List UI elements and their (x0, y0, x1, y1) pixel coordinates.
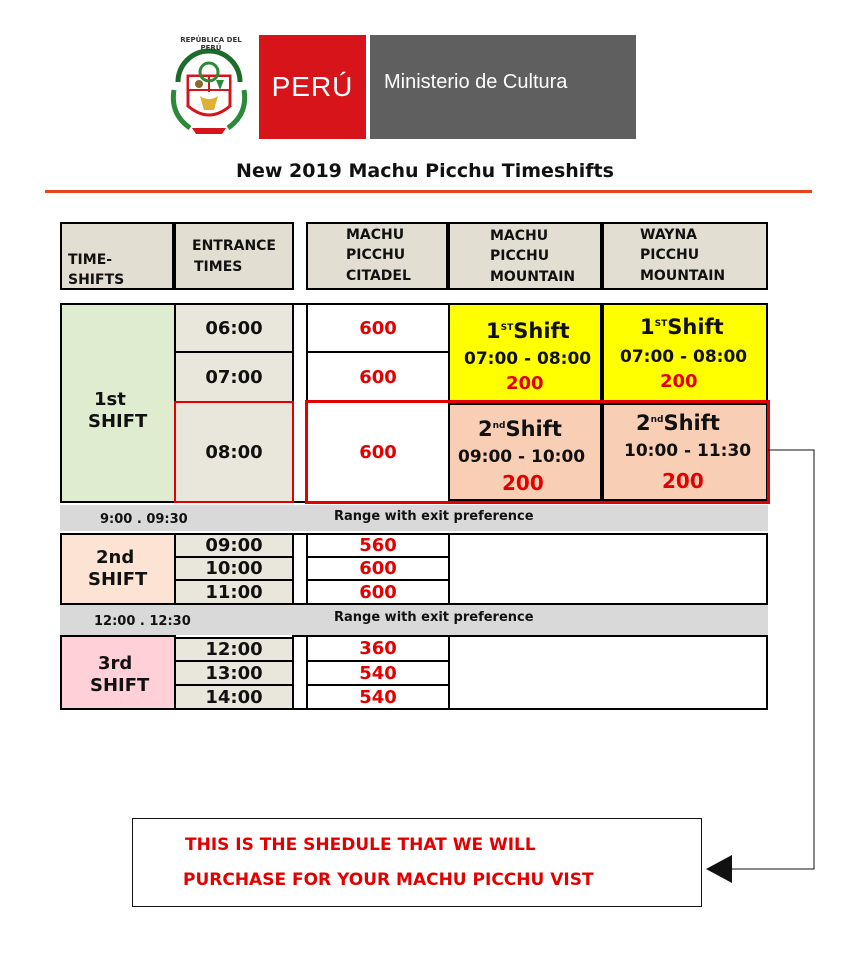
shift3-time-row: 14:00 (174, 684, 294, 710)
citadel-capacity: 600 (306, 401, 450, 503)
mp-mountain-second-shift: 2ndShift 09:00 - 10:00 200 (448, 403, 602, 501)
ministry-text: Ministerio de Cultura (384, 71, 568, 93)
note-line-2: PURCHASE FOR YOUR MACHU PICCHU VIST (183, 870, 594, 890)
col-header-wayna-picchu-mountain: WAYNA PICCHU MOUNTAIN (602, 222, 768, 290)
citadel-capacity: 600 (306, 556, 450, 581)
page-title: New 2019 Machu Picchu Timeshifts (236, 160, 614, 182)
shift2-label-cell: 2nd SHIFT (60, 533, 176, 605)
col-header-citadel: MACHU PICCHU CITADEL (306, 222, 448, 290)
wp-mountain-first-shift: 1STShift 07:00 - 08:00 200 (602, 303, 768, 403)
title-rule (45, 190, 812, 193)
note-line-1: THIS IS THE SHEDULE THAT WE WILL (185, 835, 536, 855)
ministry-banner (370, 35, 636, 139)
citadel-capacity: 600 (306, 351, 450, 403)
peru-brand-logo (259, 35, 366, 139)
citadel-capacity: 560 (306, 533, 450, 558)
brand-text: PERÚ (271, 71, 354, 102)
citadel-capacity: 540 (306, 660, 450, 686)
shift3-time-row: 12:00 (174, 637, 294, 662)
exit-preference-band: 9:00 . 09:30 Range with exit preference (60, 505, 768, 531)
shift2-time-row: 09:00 (174, 533, 294, 558)
shift3-label-cell: 3rd SHIFT (60, 635, 176, 710)
shift3-time-row: 13:00 (174, 660, 294, 686)
shift1-time-row: 08:00 (174, 401, 294, 503)
citadel-capacity: 600 (306, 579, 450, 605)
wp-mountain-second-shift: 2ndShift 10:00 - 11:30 200 (602, 403, 768, 501)
col-header-entrance-times: ENTRANCE TIMES (174, 222, 294, 290)
citadel-capacity: 600 (306, 303, 450, 353)
col-header-machu-picchu-mountain: MACHU PICCHU MOUNTAIN (448, 222, 602, 290)
shift2-time-row: 11:00 (174, 579, 294, 605)
exit-preference-band: 12:00 . 12:30 Range with exit preference (60, 605, 768, 635)
citadel-capacity: 540 (306, 684, 450, 710)
mp-mountain-first-shift: 1STShift 07:00 - 08:00 200 (448, 303, 602, 403)
col-header-time-shifts: TIME- SHIFTS (60, 222, 174, 290)
coat-arch-label: REPÚBLICA DEL PERÚ (180, 36, 242, 52)
shift1-label-cell: 1st SHIFT (60, 303, 176, 503)
coat-of-arms-icon (170, 44, 248, 136)
citadel-capacity: 360 (306, 635, 450, 662)
shift1-time-row: 06:00 (174, 303, 294, 353)
shift2-time-row: 10:00 (174, 556, 294, 581)
shift1-time-row: 07:00 (174, 351, 294, 403)
schedule-note-box (132, 818, 702, 907)
connector-arrow-icon (700, 440, 830, 890)
